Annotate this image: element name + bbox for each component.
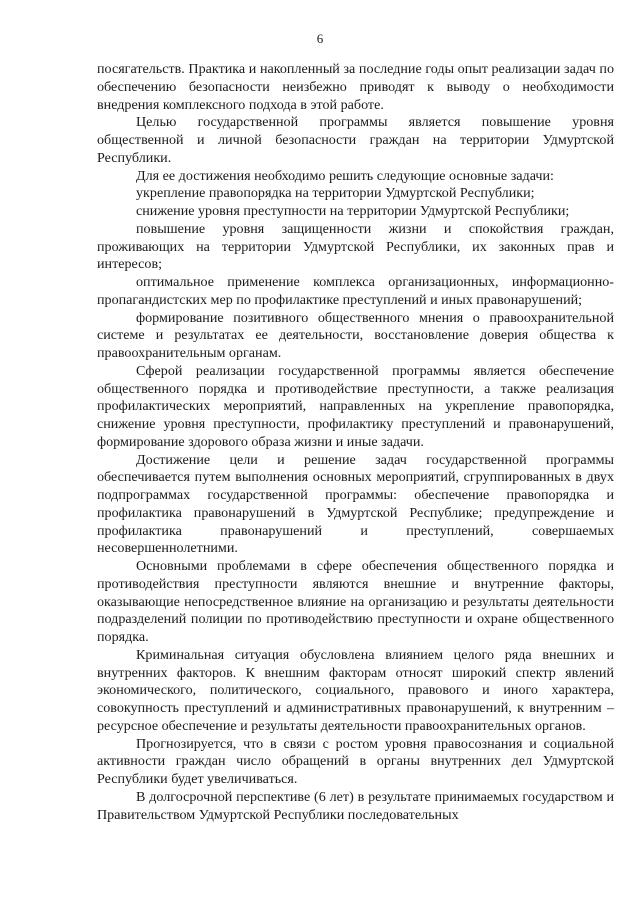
task-item: снижение уровня преступности на территории Удмуртской Республики; xyxy=(136,203,570,219)
paragraph-goal: Целью государственной программы является повышение уровня общественной и личной безопасности граждан на территории Удмуртской Республики. xyxy=(97,114,614,166)
paragraph-achievement: Достижение цели и решение задач государственной программы обеспечивается путем выполнения основных мероприятий, сгруппированных в двух подпрограммах государственной программы: обеспечение правопорядка и профилактика правонарушений в Удмуртской Республике; предупреждение и профилактика правонарушений и преступлений, совершаемых несовершеннолетними. xyxy=(97,451,614,557)
body-text xyxy=(97,61,614,824)
paragraph-tasks-intro: Для ее достижения необходимо решить следующие основные задачи: xyxy=(136,167,554,184)
paragraph-criminal-situation: Криминальная ситуация обусловлена влиянием целого ряда внешних и внутренних факторов. К внешним факторам относят широкий спектр явлений экономического, политического, социального, правового и иного характера, совокупность преступлений и административных правонарушений, к внутренним – ресурсное обеспечение и результаты деятельности правоохранительных органов. xyxy=(97,646,614,734)
paragraph-forecast: Прогнозируется, что в связи с ростом уровня правосознания и социальной активности граждан число обращений в органы внутренних дел Удмуртской Республики будет увеличиваться. xyxy=(97,735,614,787)
task-item: формирование позитивного общественного мнения о правоохранительной системе и результатах ее деятельности, восстановление доверия общества к правоохранительным органам. xyxy=(97,309,614,361)
paragraph-long-term: В долгосрочной перспективе (6 лет) в результате принимаемых государством и Правительством Удмуртской Республики последовательных xyxy=(97,788,614,823)
page-number: 6 xyxy=(316,31,324,46)
paragraph-problems: Основными проблемами в сфере обеспечения общественного порядка и противодействия преступности являются внешние и внутренние факторы, оказывающие непосредственное влияние на организацию и результаты деятельности подразделений полиции по противодействию преступности и охране общественного порядка. xyxy=(97,558,614,645)
paragraph-continuation: посягательств. Практика и накопленный за последние годы опыт реализации задач по обеспечению безопасности неизбежно приводят к выводу о необходимости внедрения комплексного подхода в этой работе. xyxy=(97,61,614,113)
task-item: укрепление правопорядка на территории Удмуртской Республики; xyxy=(136,185,535,202)
task-item: повышение уровня защищенности жизни и спокойствия граждан, проживающих на территории Удмуртской Республики, их законных прав и интересов; xyxy=(97,220,614,273)
task-item: оптимальное применение комплекса организационных, информационно-пропагандистских мер по профилактике преступлений и иных правонарушений; xyxy=(97,274,614,308)
paragraph-scope: Сферой реализации государственной программы является обеспечение общественного порядка и противодействие преступности, а также реализация профилактических мероприятий, направленных на укрепление правопорядка, снижение уровня преступности, профилактику преступлений и правонарушений, формирование здорового образа жизни и иные задачи. xyxy=(97,362,614,450)
